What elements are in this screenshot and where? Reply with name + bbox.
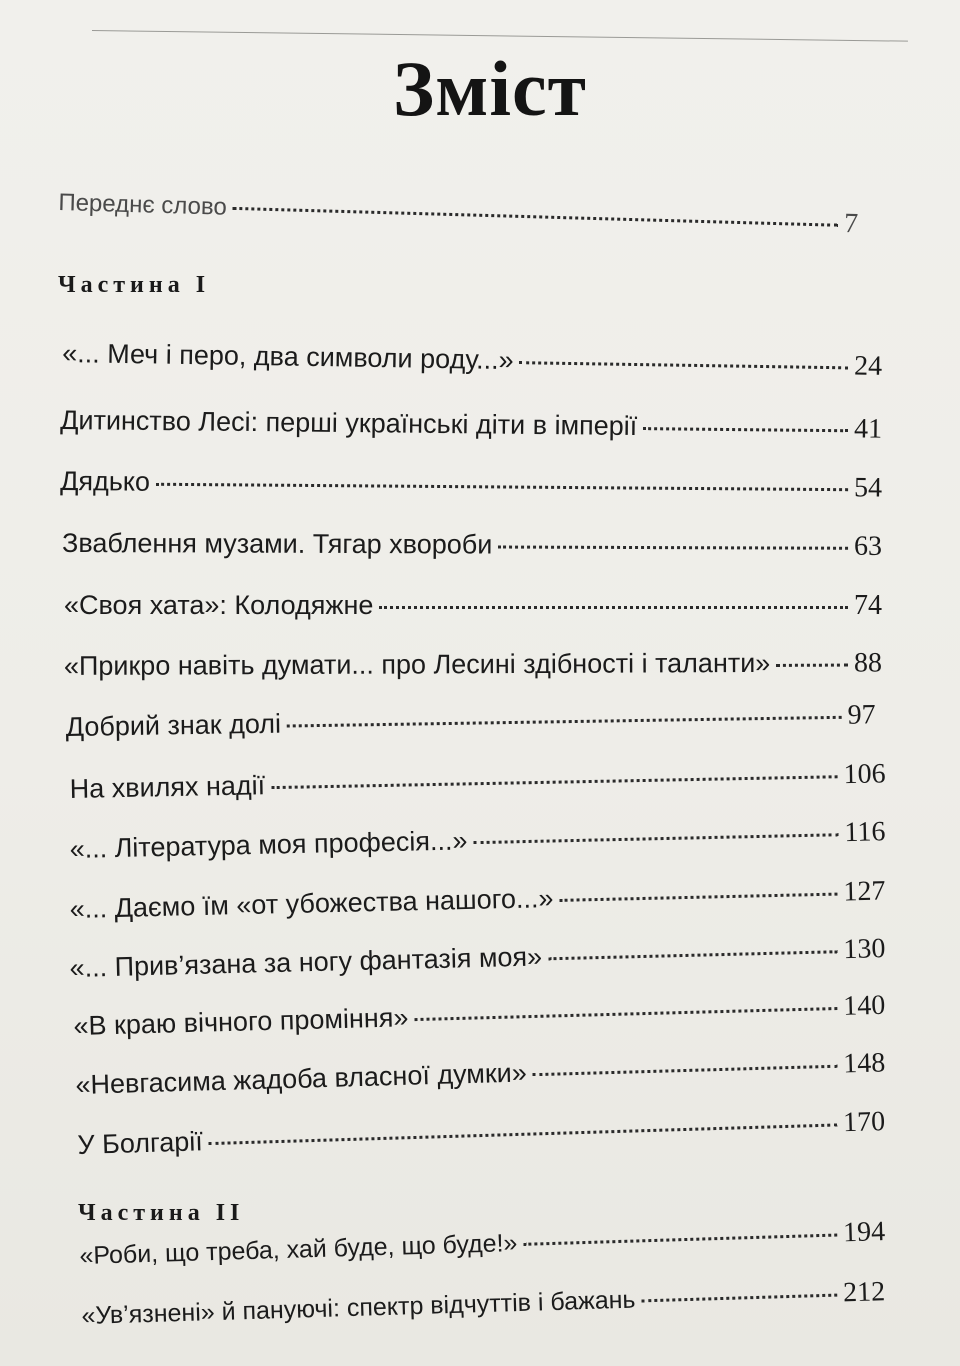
toc-entry bbox=[69, 875, 886, 926]
leader-dots bbox=[523, 1234, 837, 1246]
toc-entry-page: 7 bbox=[843, 207, 859, 240]
leader-dots bbox=[287, 716, 842, 728]
leader-dots bbox=[548, 950, 837, 960]
leader-dots bbox=[414, 1007, 837, 1021]
toc-entry-label: «В краю вічного проміння» bbox=[73, 1002, 409, 1042]
page-title: Зміст bbox=[393, 45, 587, 132]
toc-entry-page: 54 bbox=[853, 472, 883, 504]
toc-entry-label: «... Прив’язана за ногу фантазія моя» bbox=[69, 941, 543, 984]
toc-entry bbox=[75, 1047, 886, 1102]
toc-entry bbox=[81, 1276, 886, 1332]
toc-entry bbox=[64, 590, 882, 622]
toc-entry bbox=[60, 405, 882, 446]
leader-dots bbox=[776, 664, 848, 667]
toc-entry-page: 116 bbox=[844, 816, 886, 849]
leader-dots bbox=[498, 546, 848, 550]
toc-entry-page: 24 bbox=[853, 350, 883, 382]
toc-entry-page: 194 bbox=[842, 1216, 886, 1249]
toc-entry-label: Добрий знак долі bbox=[65, 708, 282, 743]
leader-dots bbox=[473, 833, 838, 844]
toc-entry-label: У Болгарії bbox=[77, 1126, 204, 1161]
toc-entry-page: 148 bbox=[842, 1047, 886, 1080]
toc-entry-page: 63 bbox=[853, 530, 883, 562]
toc-entry-page: 130 bbox=[842, 933, 886, 966]
toc-entry-label: На хвилях надії bbox=[69, 770, 266, 805]
toc-entry bbox=[64, 647, 882, 683]
toc-entry bbox=[62, 338, 882, 383]
leader-dots bbox=[156, 483, 848, 491]
toc-entry-page: 41 bbox=[853, 413, 883, 445]
leader-dots bbox=[559, 893, 837, 902]
toc-entry-page: 127 bbox=[843, 875, 886, 908]
toc-entry-label: «... Меч і перо, два символи роду...» bbox=[62, 338, 514, 376]
toc-entry-label: «Невгасима жадоба власної думки» bbox=[75, 1057, 528, 1101]
toc-entry-label: «... Література моя професія...» bbox=[69, 825, 468, 865]
leader-dots bbox=[233, 207, 838, 227]
toc-entry-preface bbox=[58, 186, 859, 240]
toc-entry-label: «Своя хата»: Колодяжне bbox=[64, 590, 374, 620]
toc-entry bbox=[77, 1106, 886, 1162]
toc-entry-label: «Ув’язнені» й пануючі: спектр відчуттів і бажань bbox=[81, 1285, 636, 1331]
top-rule bbox=[92, 30, 908, 42]
leader-dots bbox=[533, 1065, 838, 1077]
toc-entry-label: «Прикро навіть думати... про Лесині здібності і таланти» bbox=[63, 647, 771, 681]
toc-entry-label: Переднє слово bbox=[58, 189, 228, 221]
leader-dots bbox=[643, 427, 848, 432]
part-heading-1: Частина І bbox=[58, 272, 211, 298]
toc-entry-page: 212 bbox=[842, 1276, 886, 1309]
toc-entry bbox=[69, 933, 886, 985]
toc-entry-page: 140 bbox=[842, 989, 886, 1022]
toc-entry bbox=[69, 758, 885, 806]
toc-entry bbox=[65, 699, 875, 744]
toc-entry-page: 97 bbox=[847, 699, 876, 731]
toc-entry-page: 88 bbox=[853, 647, 882, 679]
toc-entry-label: Дитинство Лесі: перші українські діти в імперії bbox=[60, 405, 638, 442]
toc-entry-page: 170 bbox=[842, 1106, 886, 1139]
part-heading-2: Частина ІІ bbox=[78, 1200, 245, 1226]
leader-dots bbox=[520, 361, 849, 369]
toc-entry bbox=[69, 816, 886, 866]
leader-dots bbox=[641, 1294, 837, 1303]
toc-entry bbox=[60, 466, 882, 504]
toc-entry-label: Дядько bbox=[60, 466, 151, 497]
toc-entry-label: «Роби, що треба, хай буде, що буде!» bbox=[79, 1229, 518, 1271]
leader-dots bbox=[271, 775, 837, 789]
toc-entry-page: 106 bbox=[843, 758, 886, 791]
toc-entry-page: 74 bbox=[854, 590, 882, 621]
toc-entry-label: «... Даємо їм «от убожества нашого...» bbox=[69, 883, 554, 925]
leader-dots bbox=[379, 606, 848, 609]
toc-entry bbox=[62, 528, 882, 563]
leader-dots bbox=[209, 1123, 837, 1145]
toc-entry bbox=[73, 990, 886, 1043]
toc-entry-label: Зваблення музами. Тягар хвороби bbox=[62, 528, 493, 560]
